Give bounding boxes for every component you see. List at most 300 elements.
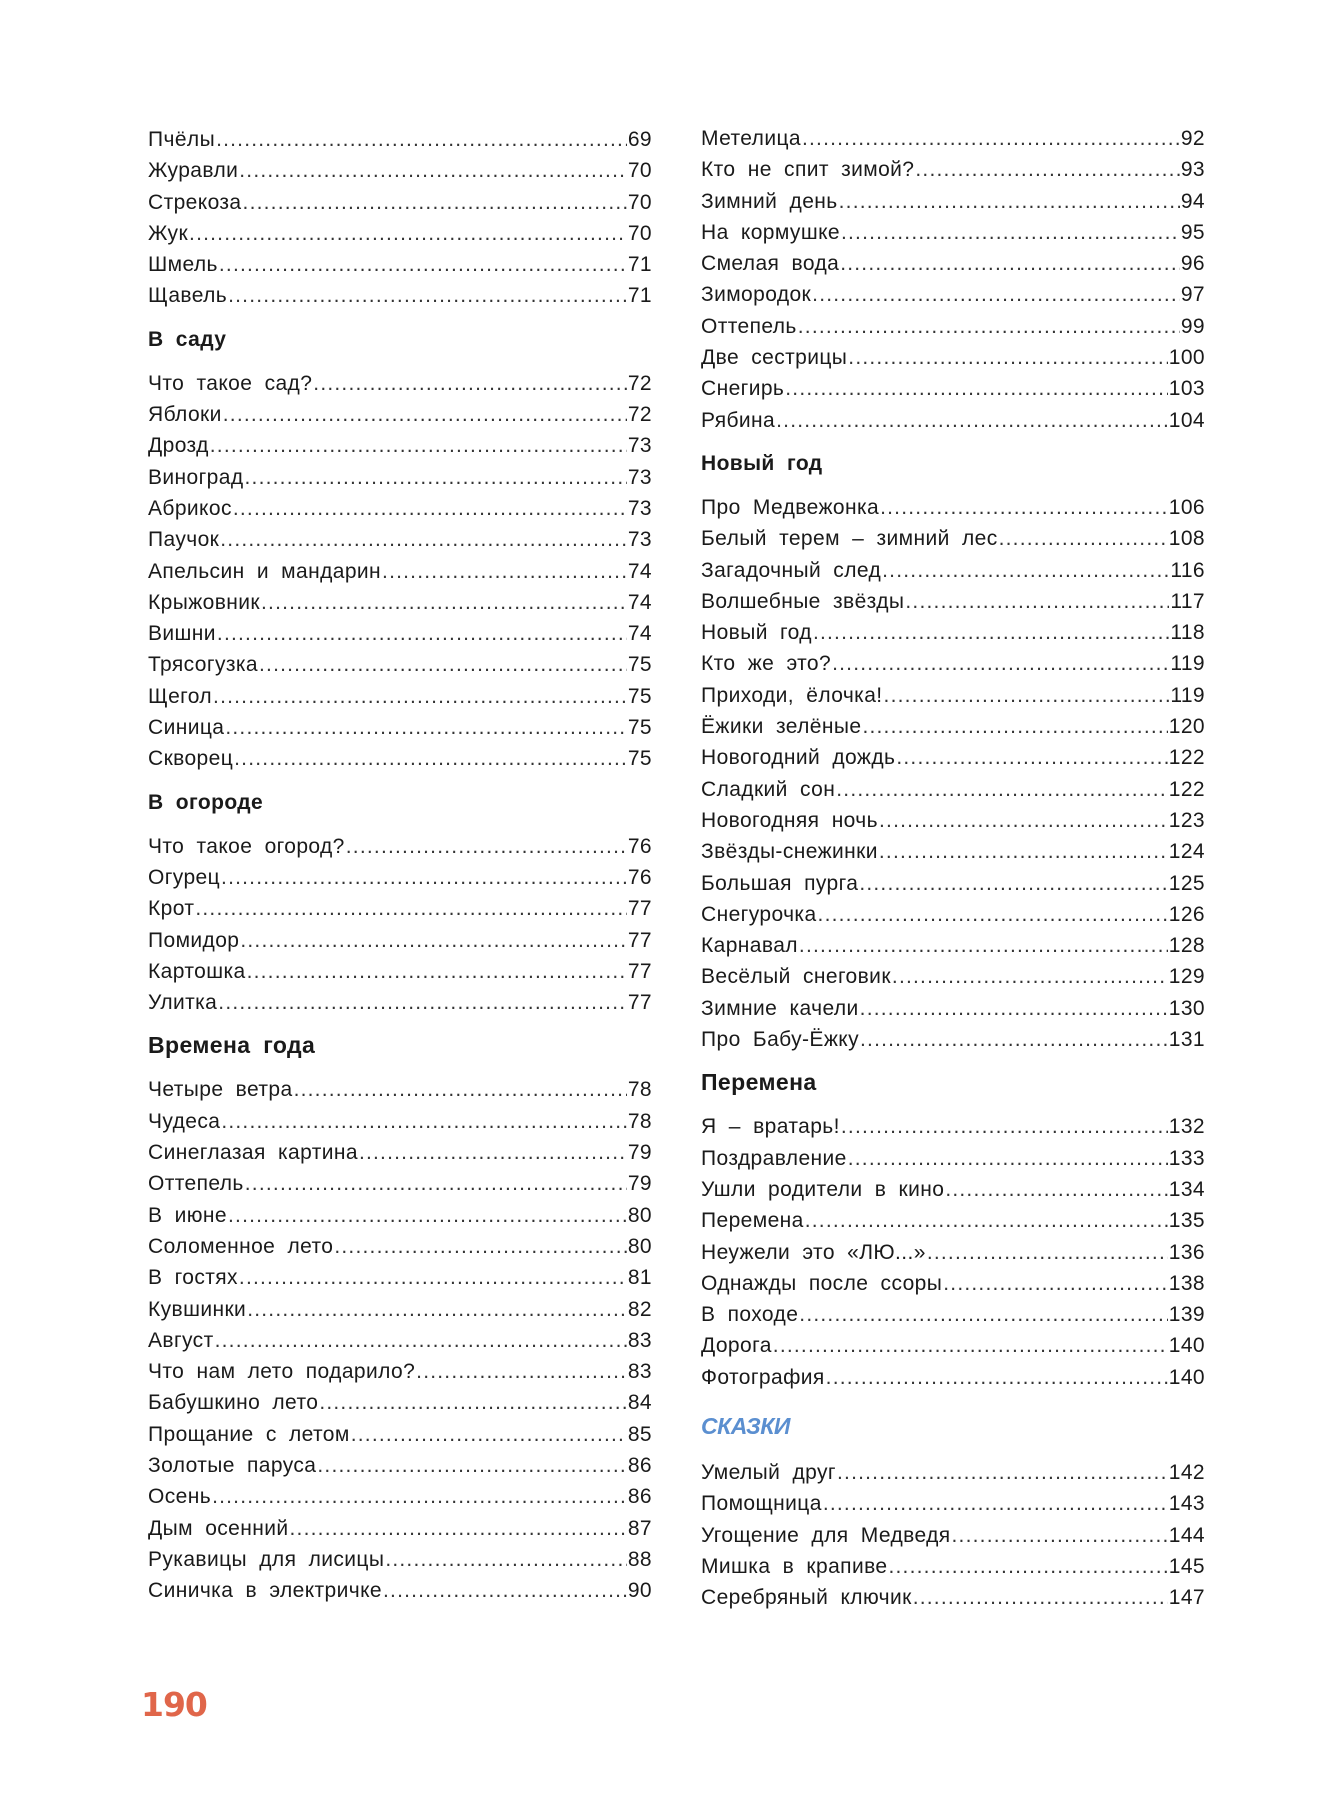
section-heading: Перемена (701, 1069, 817, 1096)
toc-entry-page: 75 (627, 684, 652, 708)
toc-entry (148, 1575, 652, 1606)
page-number: 190 (141, 1685, 207, 1724)
toc-entry (701, 1362, 1205, 1393)
toc-entry-page: 144 (1168, 1523, 1205, 1547)
toc-entry (148, 1325, 652, 1356)
section-heading-tales: СКАЗКИ (701, 1412, 790, 1439)
dot-leader (832, 648, 1169, 679)
dot-leader (247, 1294, 627, 1325)
toc-entry-title: Крот (148, 897, 195, 921)
dot-leader (841, 1111, 1168, 1142)
dot-leader (351, 1419, 627, 1450)
toc-entry-title: В гостях (148, 1266, 238, 1290)
dot-leader (805, 1205, 1168, 1236)
toc-entry-title: На кормушке (701, 220, 840, 244)
toc-entry-page: 75 (627, 747, 652, 771)
toc-entry (701, 248, 1205, 279)
toc-entry (148, 218, 652, 249)
dot-leader (294, 1074, 627, 1105)
toc-entry-page: 79 (627, 1172, 652, 1196)
toc-entry (148, 743, 652, 774)
toc-entry-title: Новогодний дождь (701, 746, 896, 770)
toc-entry-page: 131 (1168, 1028, 1205, 1052)
toc-entry-page: 72 (627, 371, 652, 395)
toc-entry-title: Чудеса (148, 1109, 221, 1133)
dot-leader (802, 123, 1180, 154)
toc-entry-title: Смелая вода (701, 252, 840, 276)
toc-entry (148, 1168, 652, 1199)
toc-entry (148, 893, 652, 924)
toc-entry-page: 73 (627, 528, 652, 552)
toc-entry-page: 126 (1168, 902, 1205, 926)
dot-leader (218, 987, 627, 1018)
toc-entry-title: Я – вратарь! (701, 1115, 840, 1139)
dot-leader (240, 925, 626, 956)
dot-leader (290, 1513, 627, 1544)
toc-entry-page: 78 (627, 1109, 652, 1133)
dot-leader (225, 712, 626, 743)
toc-entry-title: Карнавал (701, 934, 798, 958)
toc-entry-page: 77 (627, 897, 652, 921)
toc-entry (148, 712, 652, 743)
section-heading: В огороде (148, 790, 264, 814)
toc-entry-title: Сладкий сон (701, 777, 836, 801)
toc-entry (148, 1387, 652, 1418)
toc-entry-page: 70 (627, 190, 652, 214)
dot-leader (216, 124, 627, 155)
toc-entry (148, 649, 652, 680)
dot-leader (888, 1551, 1167, 1582)
dot-leader (210, 430, 627, 461)
toc-entry (148, 681, 652, 712)
toc-entry-page: 92 (1180, 127, 1205, 150)
toc-entry (701, 836, 1205, 867)
toc-entry-page: 73 (627, 496, 652, 520)
dot-leader (313, 368, 627, 399)
toc-entry (148, 1262, 652, 1293)
dot-leader (896, 742, 1167, 773)
toc-entry-page: 84 (627, 1391, 652, 1415)
toc-entry-page: 140 (1168, 1365, 1205, 1389)
dot-leader (213, 681, 627, 712)
dot-leader (945, 1174, 1167, 1205)
toc-entry-page: 132 (1168, 1115, 1205, 1139)
toc-entry (148, 1074, 652, 1105)
toc-entry-page: 133 (1168, 1146, 1205, 1170)
toc-entry-page: 74 (627, 559, 652, 583)
toc-entry (701, 1174, 1205, 1205)
toc-entry-title: Фотография (701, 1365, 825, 1389)
dot-leader (243, 187, 627, 218)
toc-entry (701, 492, 1205, 523)
dot-leader (416, 1356, 627, 1387)
dot-leader (818, 899, 1168, 930)
toc-entry-title: Синеглазая картина (148, 1141, 358, 1165)
toc-entry-page: 136 (1168, 1240, 1205, 1264)
toc-entry-title: Стрекоза (148, 190, 242, 214)
dot-leader (848, 1143, 1168, 1174)
toc-entry-title: Пчёлы (148, 128, 216, 151)
toc-entry (701, 342, 1205, 373)
dot-leader (840, 248, 1180, 279)
dot-leader (798, 311, 1180, 342)
toc-entry-page: 75 (627, 716, 652, 740)
dot-leader (999, 523, 1168, 554)
toc-entry-title: Синичка в электричке (148, 1579, 382, 1603)
toc-entry-page: 76 (627, 834, 652, 858)
toc-entry-title: Паучок (148, 528, 220, 552)
toc-entry-title: Прощание с летом (148, 1422, 350, 1446)
toc-entry-page: 128 (1168, 934, 1205, 958)
toc-entry (701, 1488, 1205, 1519)
toc-entry (701, 961, 1205, 992)
toc-entry-page: 122 (1168, 746, 1205, 770)
toc-entry-page: 85 (627, 1422, 652, 1446)
toc-entry-title: Крыжовник (148, 590, 261, 614)
toc-entry-page: 76 (627, 865, 652, 889)
toc-entry-page: 135 (1168, 1209, 1205, 1233)
toc-entry-title: Огурец (148, 865, 221, 889)
toc-entry (148, 124, 652, 155)
dot-leader (892, 961, 1168, 992)
toc-entry (701, 1551, 1205, 1582)
toc-entry-title: Зимние качели (701, 996, 859, 1020)
toc-entry-title: Что такое сад? (148, 371, 313, 395)
dot-leader (952, 1520, 1168, 1551)
toc-entry-title: Соломенное лето (148, 1234, 334, 1258)
toc-entry-page: 104 (1168, 408, 1205, 432)
toc-entry-title: Новогодняя ночь (701, 808, 878, 832)
toc-entry-page: 73 (627, 434, 652, 458)
toc-entry (148, 925, 652, 956)
section-heading: Времена года (148, 1032, 316, 1059)
dot-leader (927, 1237, 1168, 1268)
toc-entry-title: Весёлый снеговик (701, 965, 891, 989)
toc-entry (148, 493, 652, 524)
toc-entry-title: Про Медвежонка (701, 495, 880, 519)
toc-entry-title: Про Бабу-Ёжку (701, 1028, 859, 1052)
toc-entry-page: 142 (1168, 1460, 1205, 1484)
toc-entry-title: Оттепель (148, 1172, 244, 1196)
toc-entry-page: 106 (1168, 495, 1205, 519)
dot-leader (862, 711, 1167, 742)
dot-leader (879, 805, 1168, 836)
toc-entry-title: Золотые паруса (148, 1453, 317, 1477)
toc-entry-title: Картошка (148, 959, 246, 983)
toc-entry-page: 95 (1180, 220, 1205, 244)
toc-entry-title: Мишка в крапиве (701, 1554, 888, 1578)
toc-entry-title: Щегол (148, 684, 213, 708)
toc-entry (148, 1544, 652, 1575)
toc-entry-page: 83 (627, 1360, 652, 1384)
toc-entry (148, 831, 652, 862)
toc-entry-title: Зимородок (701, 283, 812, 307)
dot-leader (217, 618, 627, 649)
dot-leader (346, 831, 627, 862)
toc-entry-title: Скворец (148, 747, 234, 771)
toc-entry-page: 140 (1168, 1334, 1205, 1358)
toc-entry-page: 72 (627, 403, 652, 427)
toc-entry (148, 987, 652, 1018)
toc-entry (701, 154, 1205, 185)
dot-leader (905, 586, 1169, 617)
toc-entry-page: 116 (1170, 558, 1205, 582)
toc-entry-page: 77 (627, 928, 652, 952)
toc-entry-title: Волшебные звёзды (701, 589, 905, 613)
toc-entry-title: Рукавицы для лисицы (148, 1547, 385, 1571)
dot-leader (799, 1299, 1167, 1330)
toc-entry-page: 145 (1168, 1554, 1205, 1578)
toc-entry-page: 81 (627, 1266, 652, 1290)
toc-entry (148, 1513, 652, 1544)
dot-leader (228, 1200, 627, 1231)
toc-entry-page: 119 (1170, 683, 1205, 707)
toc-entry-page: 80 (627, 1234, 652, 1258)
dot-leader (247, 956, 627, 987)
dot-leader (383, 1575, 627, 1606)
toc-entry-page: 87 (627, 1516, 652, 1540)
dot-leader (860, 993, 1168, 1024)
dot-leader (233, 493, 627, 524)
dot-leader (245, 1168, 627, 1199)
toc-entry (148, 587, 652, 618)
toc-entry (701, 405, 1205, 436)
toc-entry (148, 1231, 652, 1262)
toc-entry (148, 249, 652, 280)
toc-entry (701, 742, 1205, 773)
toc-entry (701, 648, 1205, 679)
toc-entry-title: Четыре ветра (148, 1078, 293, 1102)
toc-entry-title: Шмель (148, 253, 218, 277)
toc-entry-page: 86 (627, 1453, 652, 1477)
toc-entry (148, 524, 652, 555)
toc-entry-title: Абрикос (148, 496, 232, 520)
toc-entry-title: Серебряный ключик (701, 1586, 912, 1610)
toc-entry-title: Август (148, 1328, 214, 1352)
toc-entry (148, 1481, 652, 1512)
toc-entry (701, 993, 1205, 1024)
toc-entry (148, 368, 652, 399)
dot-leader (223, 399, 627, 430)
toc-entry (148, 1294, 652, 1325)
toc-entry-page: 96 (1180, 252, 1205, 276)
dot-leader (836, 774, 1168, 805)
toc-entry-page: 143 (1168, 1492, 1205, 1516)
toc-entry (148, 1137, 652, 1168)
toc-entry (701, 586, 1205, 617)
dot-leader (259, 649, 627, 680)
toc-entry (701, 1237, 1205, 1268)
toc-entry-title: Неужели это «ЛЮ...» (701, 1240, 926, 1264)
toc-entry (701, 279, 1205, 310)
toc-column-right (701, 123, 1205, 1613)
toc-entry-page: 80 (627, 1203, 652, 1227)
toc-entry-page: 77 (627, 959, 652, 983)
toc-entry (148, 155, 652, 186)
toc-entry-page: 75 (627, 653, 652, 677)
toc-entry-title: Метелица (701, 127, 801, 150)
toc-entry-title: Ушли родители в кино (701, 1177, 945, 1201)
toc-entry-page: 129 (1168, 965, 1205, 989)
toc-entry (148, 618, 652, 649)
toc-entry-title: Угощение для Медведя (701, 1523, 951, 1547)
toc-entry-page: 83 (627, 1328, 652, 1352)
dot-leader (880, 492, 1168, 523)
toc-entry-title: Журавли (148, 159, 239, 183)
dot-leader (219, 249, 627, 280)
toc-entry-title: Вишни (148, 622, 216, 646)
toc-entry (701, 523, 1205, 554)
toc-entry-title: Зимний день (701, 189, 838, 213)
toc-entry-page: 78 (627, 1078, 652, 1102)
toc-entry-title: Что такое огород? (148, 834, 345, 858)
toc-entry-page: 88 (627, 1547, 652, 1571)
dot-leader (882, 555, 1169, 586)
dot-leader (245, 462, 627, 493)
toc-entry-page: 117 (1170, 589, 1205, 613)
dot-leader (261, 587, 627, 618)
toc-entry-title: Новый год (701, 621, 812, 645)
toc-entry (148, 956, 652, 987)
dot-leader (382, 556, 627, 587)
toc-entry-page: 79 (627, 1141, 652, 1165)
toc-entry-page: 100 (1168, 346, 1205, 370)
toc-entry-title: Однажды после ссоры (701, 1271, 943, 1295)
dot-leader (785, 373, 1167, 404)
dot-leader (359, 1137, 627, 1168)
toc-entry-page: 125 (1168, 871, 1205, 895)
dot-leader (221, 1106, 627, 1137)
dot-leader (221, 862, 627, 893)
section-heading: Новый год (701, 451, 823, 475)
toc-entry-page: 108 (1168, 527, 1205, 551)
toc-entry (701, 1330, 1205, 1361)
toc-entry-page: 69 (627, 128, 652, 151)
toc-entry (701, 373, 1205, 404)
toc-column-left (148, 124, 652, 1606)
dot-leader (859, 868, 1167, 899)
toc-entry-page: 74 (627, 590, 652, 614)
toc-entry-page: 70 (627, 159, 652, 183)
toc-entry-title: Белый терем – зимний лес (701, 527, 998, 551)
toc-entry-title: Кувшинки (148, 1297, 247, 1321)
toc-entry-title: Улитка (148, 991, 218, 1015)
toc-entry (148, 1450, 652, 1481)
toc-entry-page: 122 (1168, 777, 1205, 801)
toc-entry-title: Приходи, ёлочка! (701, 683, 883, 707)
dot-leader (841, 217, 1180, 248)
toc-entry-page: 124 (1168, 840, 1205, 864)
toc-entry-title: В походе (701, 1303, 799, 1327)
toc-entry (701, 868, 1205, 899)
dot-leader (799, 930, 1168, 961)
toc-entry (148, 399, 652, 430)
toc-entry-title: Осень (148, 1485, 212, 1509)
toc-entry-page: 99 (1180, 314, 1205, 338)
toc-entry (701, 711, 1205, 742)
toc-entry-page: 86 (627, 1485, 652, 1509)
toc-entry-title: Помидор (148, 928, 240, 952)
dot-leader (195, 893, 626, 924)
dot-leader (915, 154, 1179, 185)
toc-entry-title: Перемена (701, 1209, 804, 1233)
toc-entry-title: Жук (148, 221, 189, 245)
toc-entry-title: Яблоки (148, 403, 222, 427)
dot-leader (913, 1582, 1168, 1613)
dot-leader (879, 836, 1168, 867)
toc-entry (701, 123, 1205, 154)
dot-leader (385, 1544, 627, 1575)
toc-entry-title: В июне (148, 1203, 227, 1227)
toc-entry-title: Дорога (701, 1334, 772, 1358)
dot-leader (334, 1231, 626, 1262)
toc-entry (701, 1268, 1205, 1299)
toc-entry-title: Звёзды-снежинки (701, 840, 878, 864)
toc-entry-title: Виноград (148, 465, 244, 489)
toc-entry-page: 90 (627, 1579, 652, 1603)
toc-entry (701, 1111, 1205, 1142)
toc-entry (701, 1457, 1205, 1488)
dot-leader (848, 342, 1167, 373)
dot-leader (189, 218, 627, 249)
toc-entry (148, 280, 652, 311)
toc-entry-page: 119 (1170, 652, 1205, 676)
toc-entry-title: Дым осенний (148, 1516, 289, 1540)
dot-leader (220, 524, 627, 555)
toc-entry (701, 1520, 1205, 1551)
toc-entry-title: Трясогузка (148, 653, 258, 677)
toc-entry-page: 138 (1168, 1271, 1205, 1295)
dot-leader (860, 1024, 1168, 1055)
toc-entry-page: 94 (1180, 189, 1205, 213)
dot-leader (823, 1488, 1168, 1519)
dot-leader (826, 1362, 1168, 1393)
toc-entry-page: 77 (627, 991, 652, 1015)
dot-leader (239, 1262, 627, 1293)
toc-entry (701, 1024, 1205, 1055)
dot-leader (234, 743, 627, 774)
dot-leader (943, 1268, 1168, 1299)
section-heading: В саду (148, 327, 227, 351)
toc-entry-title: Загадочный след (701, 558, 882, 582)
dot-leader (317, 1450, 626, 1481)
toc-entry (701, 217, 1205, 248)
toc-entry-page: 93 (1180, 158, 1205, 182)
toc-entry-page: 139 (1168, 1303, 1205, 1327)
toc-entry-page: 134 (1168, 1177, 1205, 1201)
toc-entry (148, 556, 652, 587)
toc-entry-page: 118 (1170, 621, 1205, 645)
toc-entry (701, 311, 1205, 342)
toc-entry (148, 430, 652, 461)
toc-entry-page: 147 (1168, 1586, 1205, 1610)
toc-entry (148, 1106, 652, 1137)
toc-entry-title: Дрозд (148, 434, 209, 458)
toc-entry-title: Кто же это? (701, 652, 832, 676)
dot-leader (319, 1387, 627, 1418)
toc-entry-page: 71 (627, 284, 652, 308)
toc-entry (701, 899, 1205, 930)
toc-entry-title: Кто не спит зимой? (701, 158, 915, 182)
toc-entry-title: Оттепель (701, 314, 797, 338)
dot-leader (239, 155, 627, 186)
dot-leader (884, 680, 1170, 711)
toc-entry (148, 1419, 652, 1450)
toc-entry (148, 1356, 652, 1387)
toc-entry-title: Снегурочка (701, 902, 817, 926)
toc-entry-title: Снегирь (701, 377, 785, 401)
dot-leader (212, 1481, 627, 1512)
